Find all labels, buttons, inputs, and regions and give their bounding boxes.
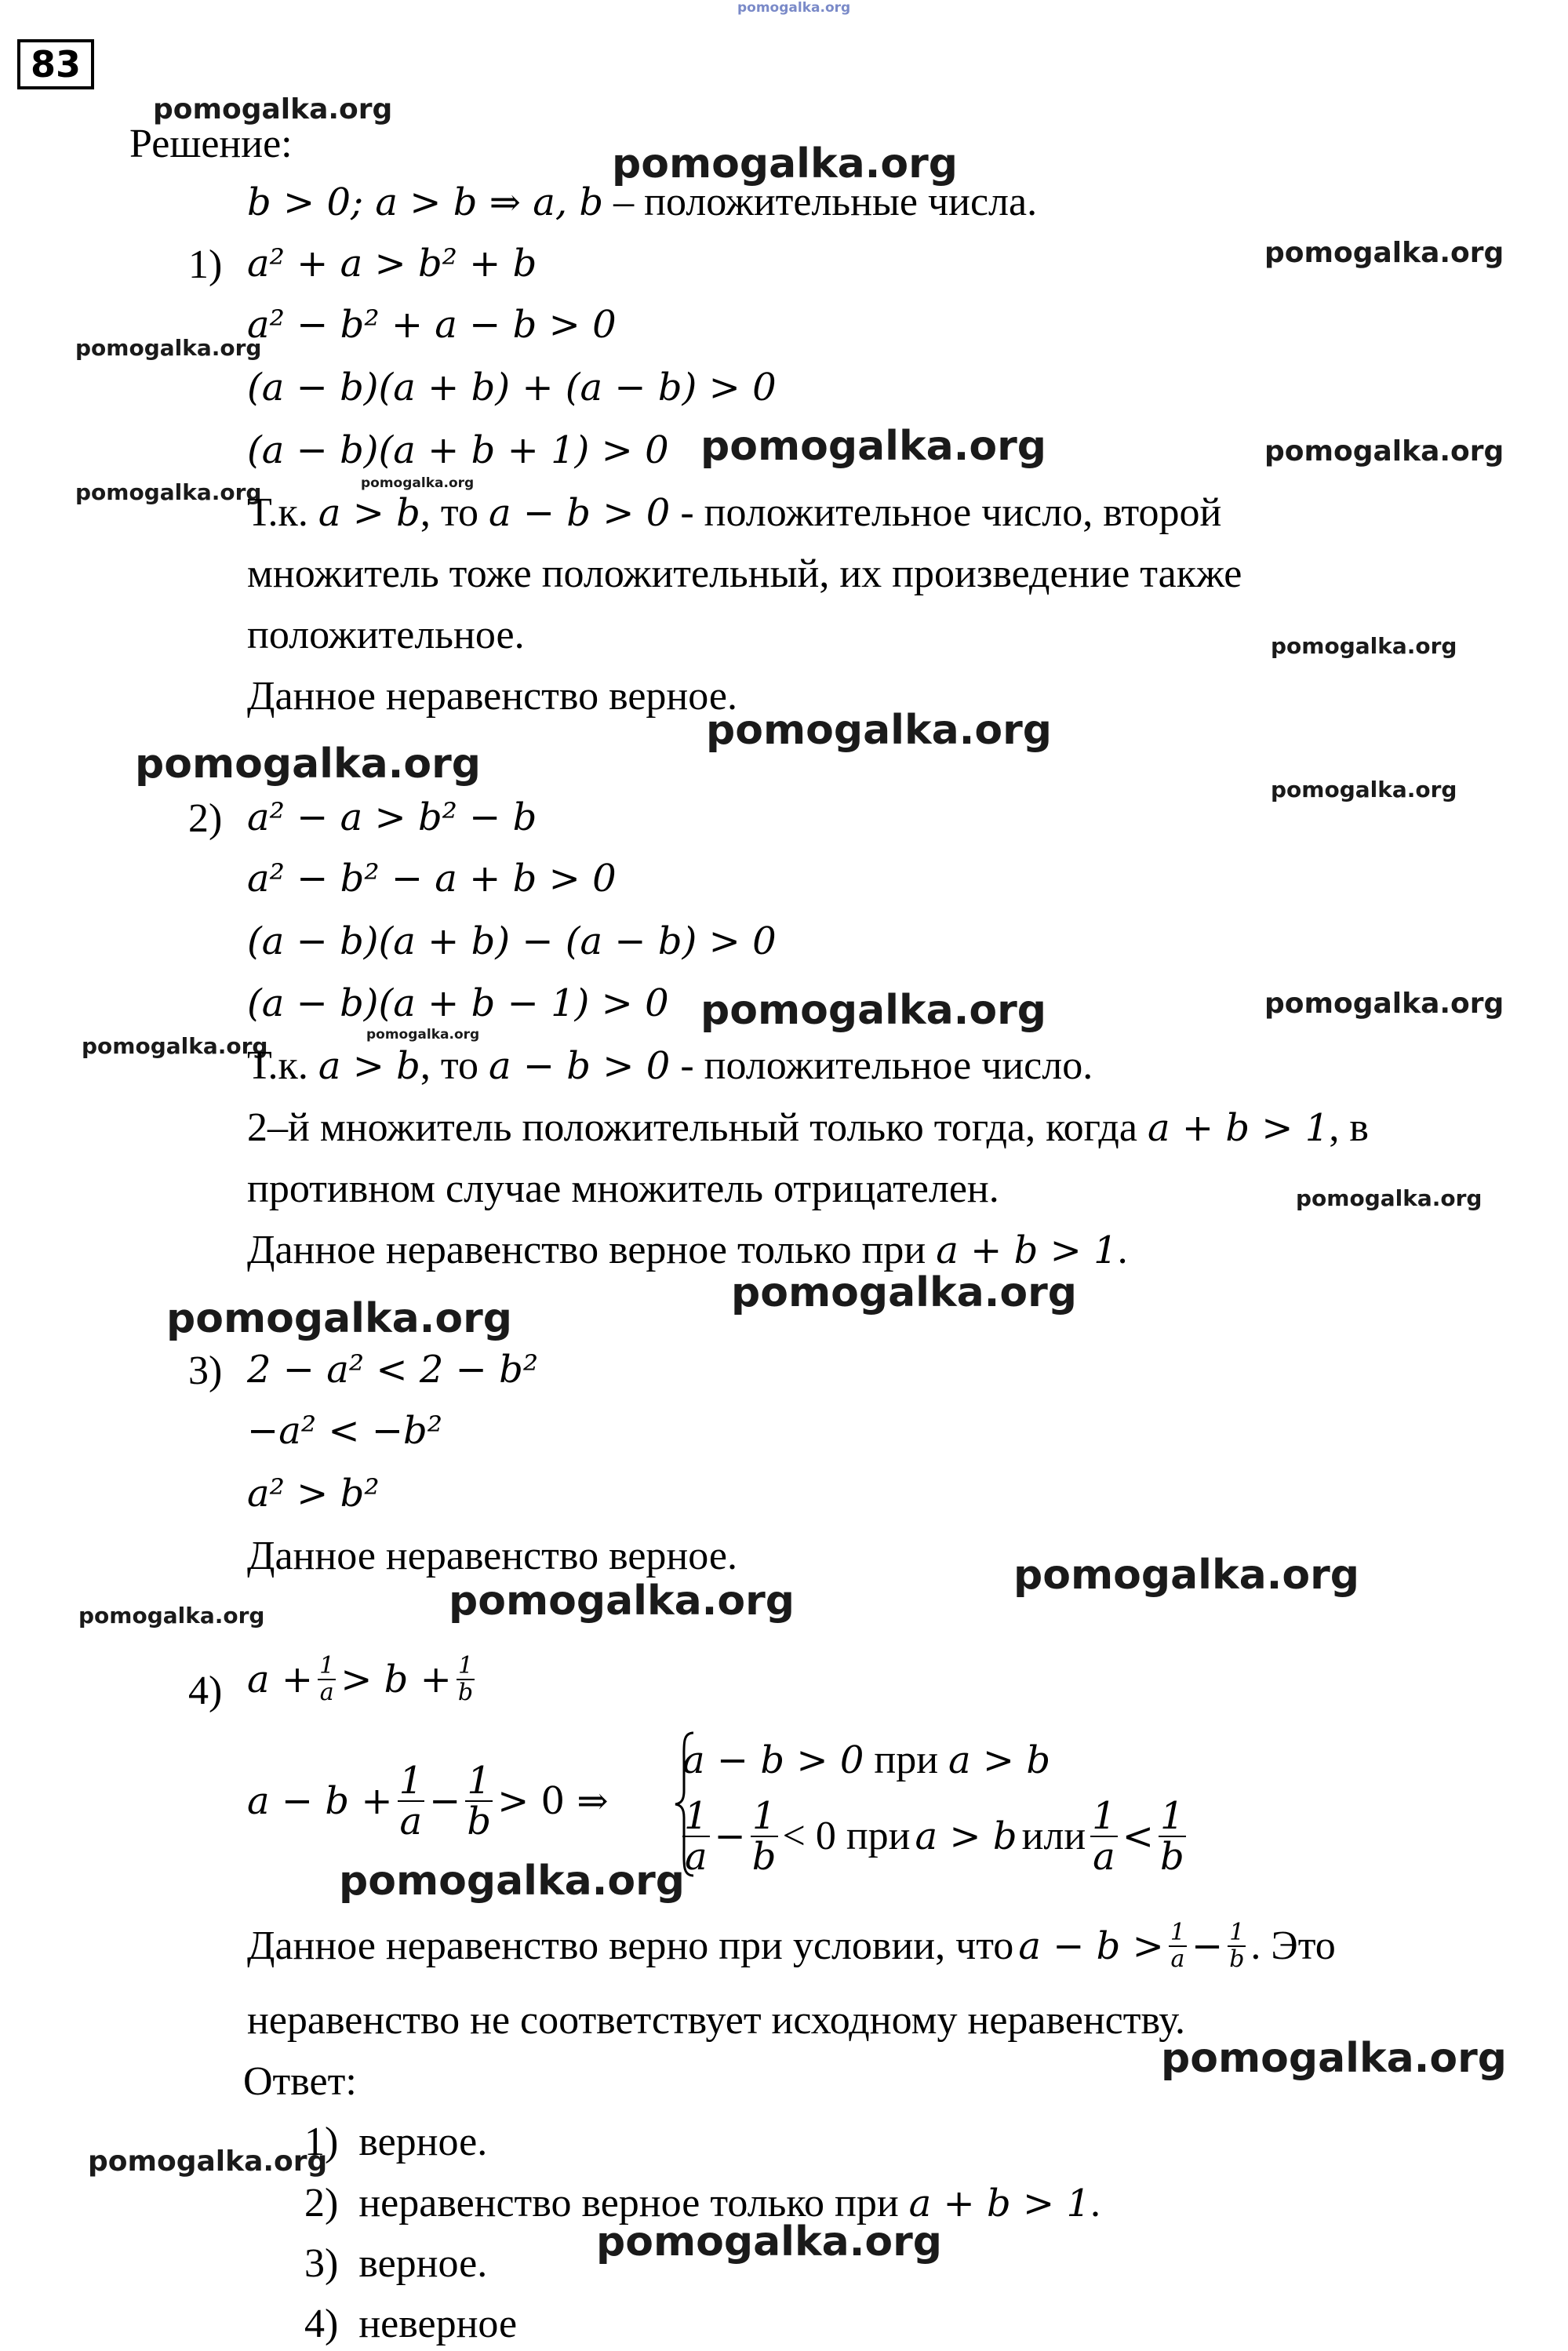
watermark: pomogalka.org bbox=[82, 1033, 268, 1059]
system-case-2: $\frac{1}{a}$ − $\frac{1}{b}$ < 0 при a > b или $\frac{1}{a}$ < $\frac{1}{b}$ bbox=[684, 1794, 1184, 1880]
part1-line4: (a − b)(a + b + 1) > 0 bbox=[247, 428, 669, 472]
watermark: pomogalka.org bbox=[361, 475, 475, 491]
watermark: pomogalka.org bbox=[1296, 1185, 1483, 1211]
watermark: pomogalka.org bbox=[1271, 777, 1457, 802]
part3-line3: a² > b² bbox=[247, 1472, 380, 1516]
premise-line: b > 0; a > b ⇒ a, b – положительные числа. bbox=[247, 180, 1038, 224]
part3-conclusion: Данное неравенство верное. bbox=[247, 1534, 737, 1578]
watermark: pomogalka.org bbox=[700, 423, 1047, 470]
part1-line3: (a − b)(a + b) + (a − b) > 0 bbox=[247, 366, 777, 409]
part4-conclusion-line2: неравенство не соответствует исходному неравенству. bbox=[247, 1998, 1186, 2043]
watermark: pomogalka.org bbox=[75, 335, 262, 361]
fraction-1-over-a: $\frac{1}{a}$ bbox=[319, 1652, 335, 1706]
part1-reason-line3: положительное. bbox=[247, 613, 525, 657]
watermark: pomogalka.org bbox=[1271, 633, 1457, 659]
watermark: pomogalka.org bbox=[166, 1295, 513, 1342]
part1-reason-line2: множитель тоже положительный, их произведение также bbox=[247, 551, 1242, 596]
watermark: pomogalka.org bbox=[1264, 435, 1504, 468]
task-number-box: 83 bbox=[17, 39, 94, 89]
watermark: pomogalka.org bbox=[75, 479, 262, 505]
watermark: pomogalka.org bbox=[612, 140, 959, 187]
part2-number: 2) bbox=[188, 796, 223, 841]
watermark: pomogalka.org bbox=[153, 93, 393, 126]
watermark: pomogalka.org bbox=[596, 2218, 943, 2265]
part2-reason-line3: противном случае множитель отрицателен. bbox=[247, 1166, 999, 1211]
part2-line2: a² − b² − a + b > 0 bbox=[247, 857, 617, 901]
part2-line4: (a − b)(a + b − 1) > 0 bbox=[247, 981, 669, 1025]
part1-reason: Т.к. a > b, то a − b > 0 - положительное число, второй bbox=[247, 490, 1222, 535]
part2-conclusion: Данное неравенство верное только при a + b > 1. bbox=[247, 1228, 1128, 1272]
part1-conclusion: Данное неравенство верное. bbox=[247, 674, 737, 719]
part2-reason: Т.к. a > b, то a − b > 0 - положительное число. bbox=[247, 1043, 1093, 1088]
part4-line2: a − b + $\frac{1}{a}$ − $\frac{1}{b}$ > 0 ⇒ bbox=[247, 1759, 609, 1844]
fraction-1-over-b: $\frac{1}{b}$ bbox=[457, 1652, 474, 1706]
watermark: pomogalka.org bbox=[1264, 988, 1504, 1020]
system-case-1: a − b > 0 при a > b bbox=[682, 1738, 1051, 1782]
watermark: pomogalka.org bbox=[366, 1027, 480, 1043]
fraction-1-over-a: $\frac{1}{a}$ bbox=[1092, 1794, 1116, 1880]
fraction-1-over-a: $\frac{1}{a}$ bbox=[684, 1794, 708, 1880]
part3-line1: 2 − a² < 2 − b² bbox=[247, 1348, 539, 1392]
fraction-1-over-a: $\frac{1}{a}$ bbox=[398, 1759, 424, 1844]
watermark: pomogalka.org bbox=[1013, 1552, 1360, 1599]
fraction-1-over-b: $\frac{1}{b}$ bbox=[751, 1794, 777, 1880]
watermark: pomogalka.org bbox=[706, 707, 1053, 754]
part2-line3: (a − b)(a + b) − (a − b) > 0 bbox=[247, 919, 777, 963]
answer-label: Ответ: bbox=[243, 2059, 357, 2104]
watermark: pomogalka.org bbox=[135, 741, 482, 788]
watermark: pomogalka.org bbox=[700, 987, 1047, 1034]
header-watermark: pomogalka.org bbox=[737, 0, 851, 16]
fraction-1-over-b: $\frac{1}{b}$ bbox=[1159, 1794, 1184, 1880]
answer-item-3: 3) верное. bbox=[304, 2241, 488, 2286]
solution-label: Решение: bbox=[129, 122, 293, 166]
part1-line2: a² − b² + a − b > 0 bbox=[247, 303, 617, 347]
part2-line1: a² − a > b² − b bbox=[247, 795, 537, 839]
watermark: pomogalka.org bbox=[1161, 2035, 1508, 2082]
fraction-1-over-a: $\frac{1}{a}$ bbox=[1170, 1919, 1185, 1973]
watermark: pomogalka.org bbox=[731, 1269, 1078, 1316]
fraction-1-over-b: $\frac{1}{b}$ bbox=[467, 1759, 492, 1844]
part2-reason-line2: 2–й множитель положительный только тогда, когда a + b > 1, в bbox=[247, 1105, 1369, 1150]
part3-number: 3) bbox=[188, 1348, 223, 1393]
part1-number: 1) bbox=[188, 242, 223, 287]
watermark: pomogalka.org bbox=[88, 2145, 328, 2178]
watermark: pomogalka.org bbox=[339, 1858, 686, 1905]
watermark: pomogalka.org bbox=[1264, 237, 1504, 269]
part4-number: 4) bbox=[188, 1669, 223, 1713]
part3-line2: −a² < −b² bbox=[247, 1409, 442, 1453]
watermark: pomogalka.org bbox=[78, 1603, 265, 1629]
part4-conclusion: Данное неравенство верно при условии, что a − b > $\frac{1}{a}$ − $\frac{1}{b}$ . Это bbox=[247, 1919, 1336, 1973]
answer-item-2: 2) неравенство верное только при a + b > 1. bbox=[304, 2181, 1101, 2225]
answer-item-4: 4) неверное bbox=[304, 2302, 518, 2346]
part1-line1: a² + a > b² + b bbox=[247, 242, 537, 286]
watermark: pomogalka.org bbox=[449, 1578, 795, 1625]
part4-line1: a + $\frac{1}{a}$ > b + $\frac{1}{b}$ bbox=[247, 1652, 474, 1706]
answer-item-1: 1) верное. bbox=[304, 2120, 488, 2164]
fraction-1-over-b: $\frac{1}{b}$ bbox=[1229, 1919, 1245, 1973]
